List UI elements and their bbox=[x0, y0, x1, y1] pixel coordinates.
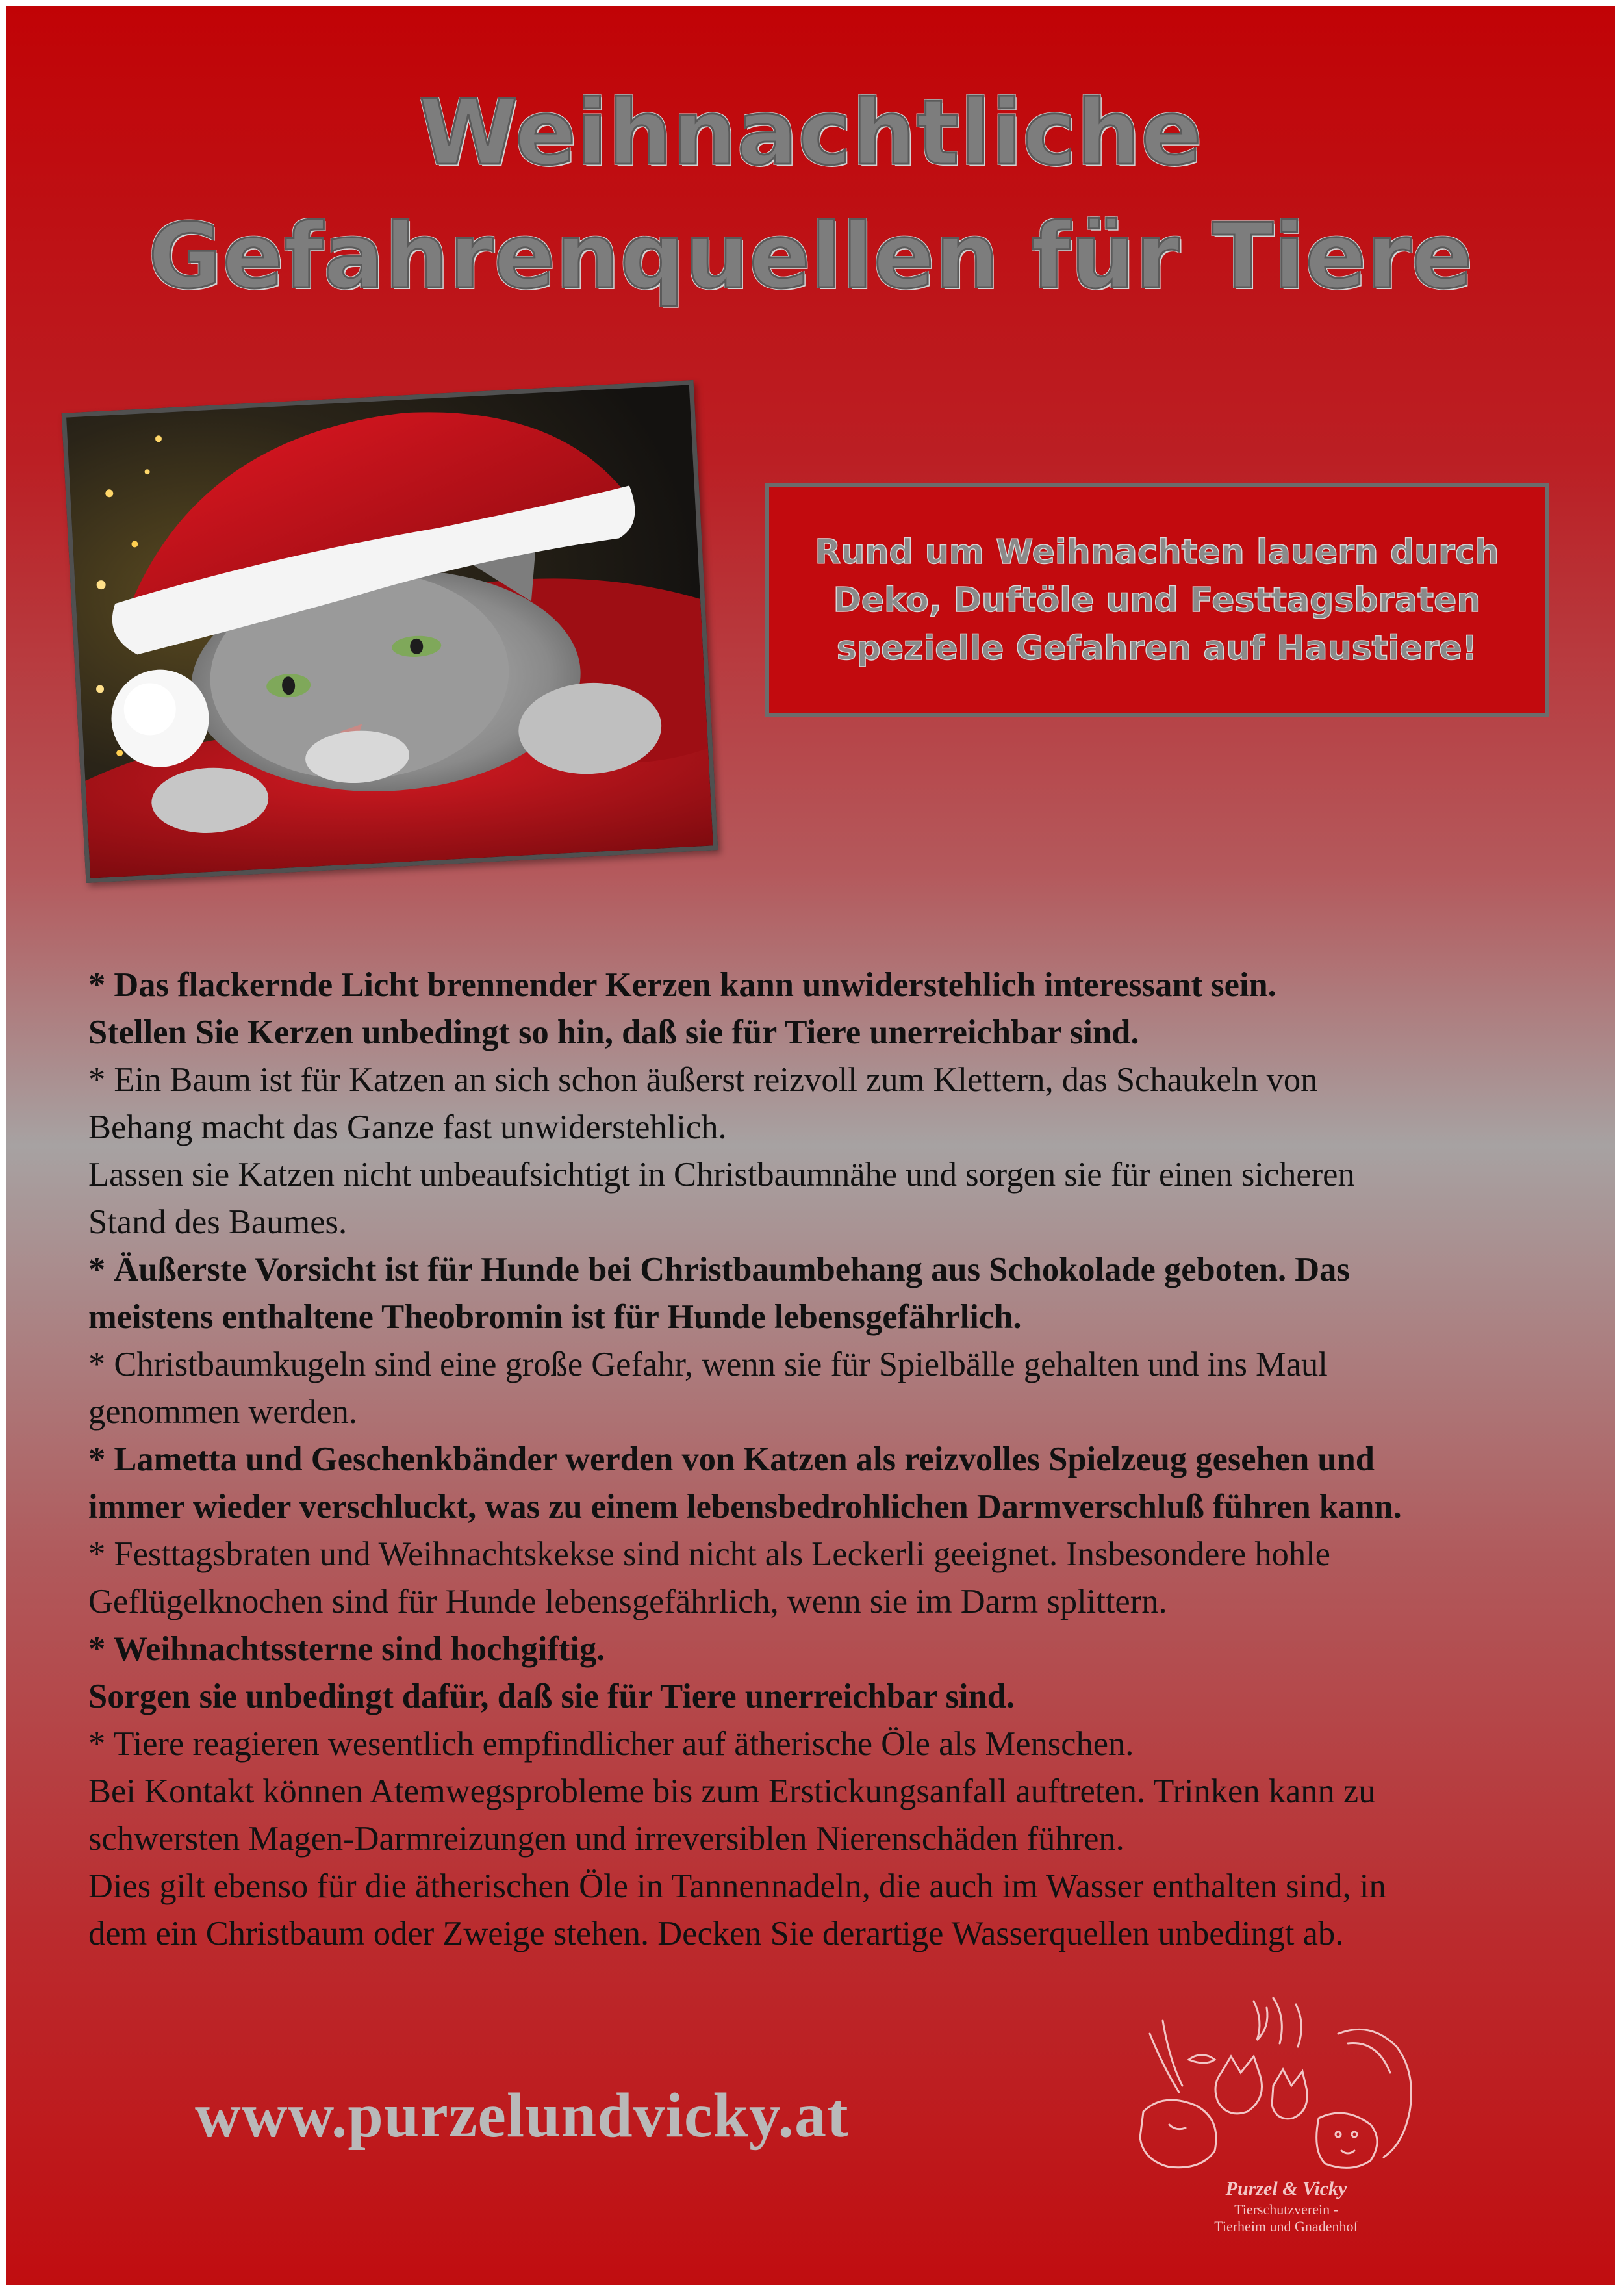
body-line: Bei Kontakt können Atemwegsprobleme bis zum Erstickungsanfall auftreten. Trinken kann zu bbox=[88, 1773, 1376, 1810]
body-line: immer wieder verschluckt, was zu einem lebensbedrohlichen Darmverschluß führen kann. bbox=[88, 1488, 1402, 1526]
title-line-1: Weihnachtliche bbox=[418, 81, 1203, 185]
animal-sketch-icon bbox=[1124, 1995, 1449, 2183]
poster bbox=[6, 6, 1615, 2285]
body-line: Dies gilt ebenso für die ätherischen Öle in Tannennadeln, die auch im Wasser enthalten sind, in bbox=[88, 1867, 1386, 1905]
body-line: * Das flackernde Licht brennender Kerzen kann unwiderstehlich interessant sein. bbox=[88, 966, 1276, 1004]
logo-subtitle-1: Tierschutzverein - bbox=[1234, 2201, 1338, 2218]
body-line: Geflügelknochen sind für Hunde lebensgefährlich, wenn sie im Darm splittern. bbox=[88, 1583, 1167, 1620]
cat-santa-hat-illustration bbox=[66, 385, 713, 878]
logo-name: Purzel & Vicky bbox=[1225, 2178, 1347, 2199]
info-text bbox=[795, 528, 1518, 672]
body-line: Sorgen sie unbedingt dafür, daß sie für Tiere unerreichbar sind. bbox=[88, 1678, 1015, 1715]
body-line: * Ein Baum ist für Katzen an sich schon äußerst reizvoll zum Klettern, das Schaukeln von bbox=[88, 1061, 1318, 1099]
body-line: * Tiere reagieren wesentlich empfindlicher auf ätherische Öle als Menschen. bbox=[88, 1725, 1134, 1763]
page-title bbox=[6, 71, 1615, 318]
body-line: * Äußerste Vorsicht ist für Hunde bei Christbaumbehang aus Schokolade geboten. Das bbox=[88, 1251, 1350, 1288]
purzel-vicky-logo bbox=[1124, 1995, 1449, 2255]
body-line: schwersten Magen-Darmreizungen und irreversiblen Nierenschäden führen. bbox=[88, 1820, 1124, 1858]
logo-subtitle-2: Tierheim und Gnadenhof bbox=[1214, 2218, 1358, 2234]
body-line: meistens enthaltene Theobromin ist für Hunde lebensgefährlich. bbox=[88, 1298, 1022, 1336]
body-line: * Weihnachtssterne sind hochgiftig. bbox=[88, 1630, 605, 1668]
body-line: * Christbaumkugeln sind eine große Gefahr, wenn sie für Spielbälle gehalten und ins Maul bbox=[88, 1346, 1328, 1383]
body-line: * Festtagsbraten und Weihnachtskekse sind nicht als Leckerli geeignet. Insbesondere hohle bbox=[88, 1535, 1330, 1573]
body-text bbox=[88, 962, 1550, 1958]
body-line: Stand des Baumes. bbox=[88, 1203, 348, 1241]
title-line-2: Gefahrenquellen für Tiere bbox=[148, 204, 1473, 309]
info-box bbox=[765, 483, 1549, 717]
info-line-3: spezielle Gefahren auf Haustiere! bbox=[836, 629, 1478, 668]
info-line-2: Deko, Duftöle und Festtagsbraten bbox=[833, 581, 1481, 620]
cat-photo bbox=[62, 380, 718, 883]
body-line: dem ein Christbaum oder Zweige stehen. Decken Sie derartige Wasserquellen unbedingt ab. bbox=[88, 1915, 1344, 1952]
body-line: * Lametta und Geschenkbänder werden von Katzen als reizvolles Spielzeug gesehen und bbox=[88, 1440, 1375, 1478]
body-line: genommen werden. bbox=[88, 1393, 358, 1431]
body-line: Behang macht das Ganze fast unwiderstehlich. bbox=[88, 1108, 727, 1146]
info-line-1: Rund um Weihnachten lauern durch bbox=[815, 533, 1499, 572]
website-url: www.purzelundvicky.at bbox=[195, 2080, 849, 2151]
body-line: Lassen sie Katzen nicht unbeaufsichtigt in Christbaumnähe und sorgen sie für einen sicheren bbox=[88, 1156, 1355, 1194]
body-line: Stellen Sie Kerzen unbedingt so hin, daß sie für Tiere unerreichbar sind. bbox=[88, 1014, 1139, 1051]
